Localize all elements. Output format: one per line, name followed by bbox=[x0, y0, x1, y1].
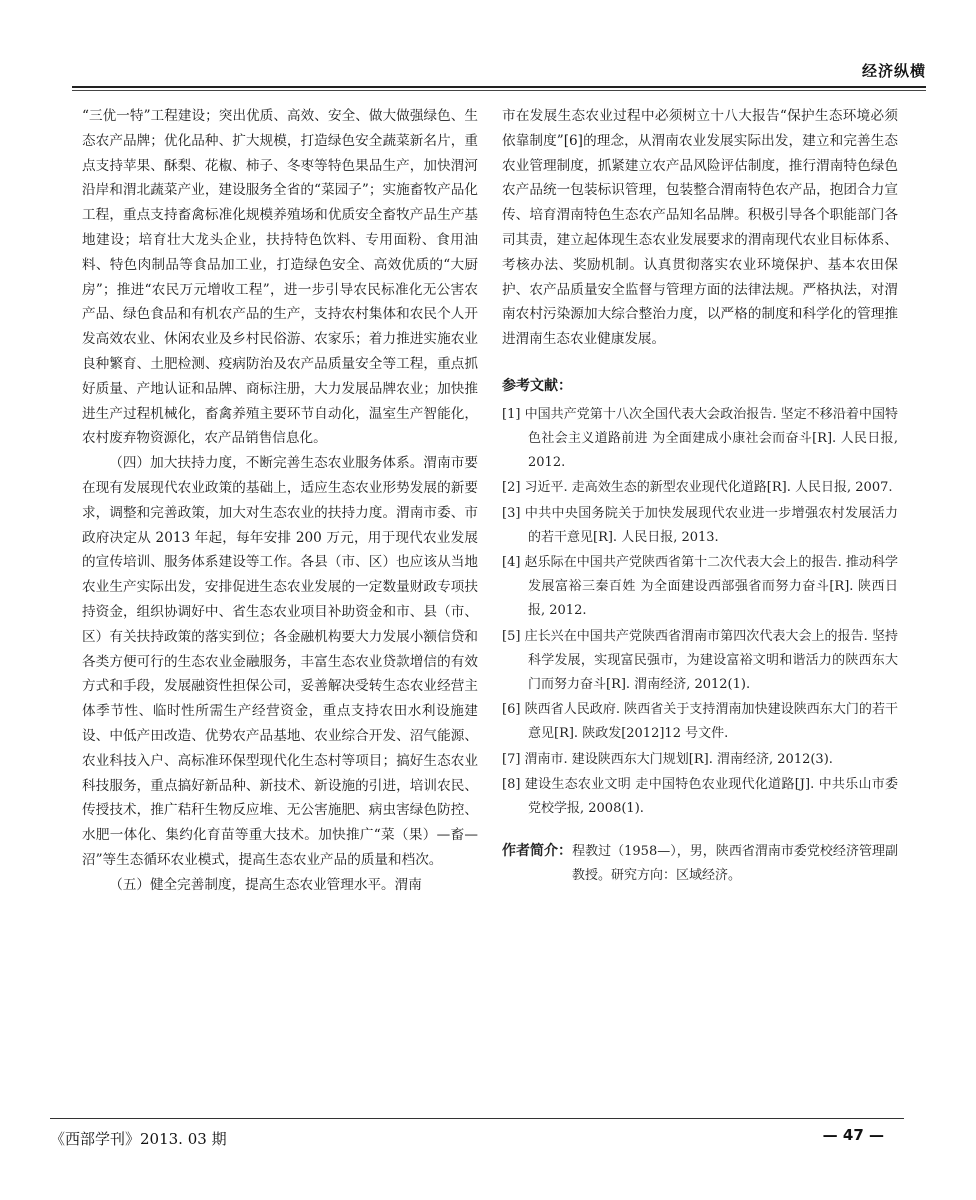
left-column bbox=[82, 104, 478, 898]
reference-item: [2] 习近平. 走高效生态的新型农业现代化道路[R]. 人民日报, 2007. bbox=[502, 480, 893, 496]
paragraph: “三优一特”工程建设；突出优质、高效、安全、做大做强绿色、生态农产品牌；优化品种、扩大规模，打造绿色安全蔬菜新名片，重点支持苹果、酥梨、花椒、柿子、冬枣等特色果品生产，加快渭河沿岸和渭北蔬菜产业，建设服务全省的“菜园子”；实施畜牧产品化工程，重点支持畜禽标准化规模养殖场和优质安全畜牧产品生产基地建设；培育壮大龙头企业，扶持特色饮料、专用面粉、食用油料、特色肉制品等食品加工业，打造绿色安全、高效优质的“大厨房”；推进“农民万元增收工程”，进一步引导农民标准化无公害农产品、绿色食品和有机农产品的生产，支持农村集体和农民个人开发高效农业、休闲农业及乡村民俗游、农家乐；着力推进实施农业良种繁育、土肥检测、疫病防治及农产品质量安全等工程，重点抓好质量、产地认证和品牌、商标注册，大力发展品牌农业；加快推进生产过程机械化，畜禽养殖主要环节自动化，温室生产智能化，农村废弃物资源化，农产品销售信息化。 bbox=[82, 108, 478, 447]
paragraph: （五）健全完善制度，提高生态农业管理水平。渭南 bbox=[109, 876, 422, 893]
right-column bbox=[502, 104, 898, 888]
author-label: 作者简介： bbox=[502, 843, 573, 860]
reference-item: [8] 建设生态农业文明 走中国特色农业现代化道路[J]. 中共乐山市委党校学报, 2008(1). bbox=[502, 776, 898, 817]
reference-item: [6] 陕西省人民政府. 陕西省关于支持渭南加快建设陕西东大门的若干意见[R]. 陕政发[2012]12 号文件. bbox=[502, 702, 898, 742]
section-tag: 经济纵横 bbox=[861, 62, 926, 80]
page-number: — 47 — bbox=[822, 1126, 884, 1144]
paragraph: （四）加大扶持力度，不断完善生态农业服务体系。渭南市要在现有发展现代农业政策的基础上，适应生态农业形势发展的新要求，调整和完善政策，加大对生态农业的扶持力度。渭南市委、市政府决定从 2013 年起，每年安排 200 万元，用于现代农业发展的宣传培训、服务体系建设等工作。各县（市、区）也应该从当地农业生产实际出发，安排促进生态农业发展的一定数量财政专项扶持资金，组织协调好中、省生态农业项目补助资金和市、县（市、区）有关扶持政策的落实到位；各金融机构要大力发展小额信贷和各类方便可行的生态农业金融服务，丰富生态农业贷款增信的有效方式和手段，发展融资性担保公司，妥善解决受转生态农业经营主体季节性、临时性所需生产经营资金，重点支持农田水利设施建设、中低产田改造、优势农产品基地、农业综合开发、沼气能源、农业科技入户、高标准环保型现代化生态村等项目；搞好生态农业科技服务，重点搞好新品种、新技术、新设施的引进，培训农民、传授技术，推广秸秆生物反应堆、无公害施肥、病虫害绿色防控、水肥一体化、集约化育苗等重大技术。加快推广“菜（果）—畜—沼”等生态循环农业模式，提高生态农业产品的质量和档次。 bbox=[82, 455, 478, 868]
reference-item: [4] 赵乐际在中国共产党陕西省第十二次代表大会上的报告. 推动科学发展富裕三秦百姓 为全面建设西部强省而努力奋斗[R]. 陕西日报, 2012. bbox=[502, 554, 898, 619]
header-rule bbox=[72, 86, 926, 88]
author-text: 程教过（1958—），男，陕西省渭南市委党校经济管理副教授。研究方向：区域经济。 bbox=[572, 844, 898, 884]
reference-item: [3] 中共中央国务院关于加快发展现代农业进一步增强农村发展活力的若干意见[R]. 人民日报, 2013. bbox=[502, 505, 898, 545]
author-bio bbox=[502, 839, 898, 888]
header-rule-thin bbox=[72, 90, 926, 91]
reference-item: [1] 中国共产党第十八次全国代表大会政治报告. 坚定不移沿着中国特色社会主义道路前进 为全面建成小康社会而奋斗[R]. 人民日报, 2012. bbox=[502, 406, 898, 471]
paragraph: 市在发展生态农业过程中必须树立十八大报告“保护生态环境必须依靠制度”[6]的理念，从渭南农业发展实际出发，建立和完善生态农业管理制度，抓紧建立农产品风险评估制度，推行渭南特色绿色农产品统一包装标识管理，包装整合渭南特色农产品，抱团合力宣传、培育渭南特色生态农产品知名品牌。积极引导各个职能部门各司其责，建立起体现生态农业发展要求的渭南现代农业目标体系、考核办法、奖励机制。认真贯彻落实农业环境保护、基本农田保护、农产品质量安全监督与管理方面的法律法规。严格执法，对渭南农村污染源加大综合整治力度，以严格的制度和科学化的管理推进渭南生态农业健康发展。 bbox=[502, 108, 898, 348]
journal-issue: 《西部学刊》2013. 03 期 bbox=[50, 1130, 227, 1148]
references-title: 参考文献： bbox=[502, 377, 572, 394]
reference-item: [7] 渭南市. 建设陕西东大门规划[R]. 渭南经济, 2012(3). bbox=[502, 751, 833, 767]
reference-item: [5] 庄长兴在中国共产党陕西省渭南市第四次代表大会上的报告. 坚持科学发展，实现富民强市，为建设富裕文明和谐活力的陕西东大门而努力奋斗[R]. 渭南经济, 2012(1). bbox=[502, 628, 898, 692]
references-list bbox=[502, 403, 898, 821]
footer-rule bbox=[50, 1118, 904, 1119]
